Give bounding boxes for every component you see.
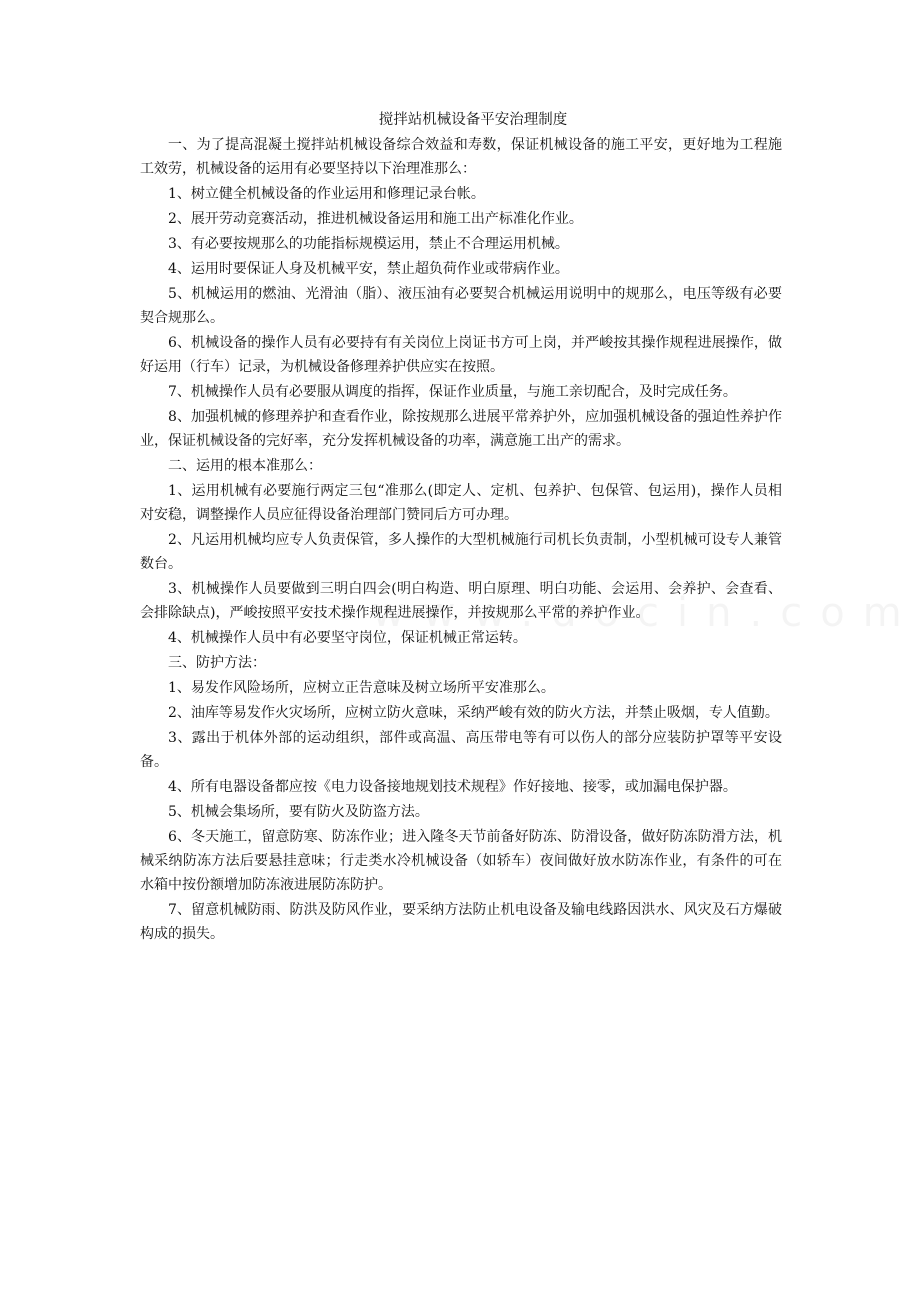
paragraph: 3、有必要按规那么的功能指标规模运用，禁止不合理运用机械。 — [168, 236, 569, 252]
paragraph: 2、凡运用机械均应专人负责保管，多人操作的大型机械施行司机长负责制，小型机械可设专人兼管数台。 — [140, 532, 782, 572]
paragraph: 4、运用时要保证人身及机械平安，禁止超负荷作业或带病作业。 — [168, 261, 569, 277]
paragraph: 4、机械操作人员中有必要坚守岗位，保证机械正常运转。 — [168, 630, 527, 646]
paragraph: 6、机械设备的操作人员有必要持有有关岗位上岗证书方可上岗，并严峻按其操作规程进展操作，做好运用（行车）记录，为机械设备修理养护供应实在按照。 — [140, 335, 782, 375]
paragraph: 1、易发作风险场所，应树立正告意味及树立场所平安准那么。 — [168, 680, 555, 696]
paragraph: 1、树立健全机械设备的作业运用和修理记录台帐。 — [168, 186, 485, 202]
paragraph: 2、展开劳动竞赛活动，推进机械设备运用和施工出产标准化作业。 — [168, 211, 583, 227]
paragraph: 7、机械操作人员有必要服从调度的指挥，保证作业质量，与施工亲切配合，及时完成任务。 — [168, 384, 737, 400]
paragraph: 5、机械运用的燃油、光滑油（脂）、液压油有必要契合机械运用说明中的规那么，电压等级有必要契合规那么。 — [140, 286, 782, 326]
document-body — [140, 133, 782, 946]
paragraph: 一、为了提高混凝土搅拌站机械设备综合效益和寿数，保证机械设备的施工平安，更好地为工程施工效劳，机械设备的运用有必要坚持以下治理准那么： — [140, 137, 782, 177]
section-heading: 三、防护方法： — [168, 655, 266, 671]
paragraph: 3、露出于机体外部的运动组织，部件或高温、高压带电等有可以伤人的部分应装防护罩等平安设备。 — [140, 730, 782, 770]
paragraph: 6、冬天施工，留意防寒、防冻作业；进入隆冬天节前备好防冻、防滑设备，做好防冻防滑方法，机械采纳防冻方法后要悬挂意味；行走类水冷机械设备（如轿车）夜间做好放水防冻作业，有条件的可在水箱中按份额增加防冻液进展防冻防护。 — [140, 829, 782, 893]
paragraph: 8、加强机械的修理养护和查看作业，除按规那么进展平常养护外，应加强机械设备的强迫性养护作业，保证机械设备的完好率，充分发挥机械设备的功率，满意施工出产的需求。 — [140, 409, 782, 449]
document-page — [140, 108, 782, 947]
paragraph: 4、所有电器设备都应按《电力设备接地规划技术规程》作好接地、接零，或加漏电保护器。 — [168, 779, 737, 795]
paragraph: 1、运用机械有必要施行两定三包“准那么(即定人、定机、包养护、包保管、包运用)，操作人员相对安稳，调整操作人员应征得设备治理部门赞同后方可办理。 — [140, 483, 782, 523]
paragraph: 3、机械操作人员要做到三明白四会(明白构造、明白原理、明白功能、会运用、会养护、会查看、会排除缺点)，严峻按照平安技术操作规程进展操作，并按规那么平常的养护作业。 — [140, 581, 782, 621]
paragraph: 2、油库等易发作火灾场所，应树立防火意味，采纳严峻有效的防火方法，并禁止吸烟，专人值勤。 — [168, 705, 779, 721]
paragraph: 7、留意机械防雨、防洪及防风作业，要采纳方法防止机电设备及输电线路因洪水、风灾及石方爆破构成的损失。 — [140, 902, 782, 942]
paragraph: 5、机械会集场所，要有防火及防盗方法。 — [168, 804, 429, 820]
document-title: 搅拌站机械设备平安治理制度 — [378, 112, 568, 128]
section-heading: 二、运用的根本准那么： — [168, 458, 322, 474]
